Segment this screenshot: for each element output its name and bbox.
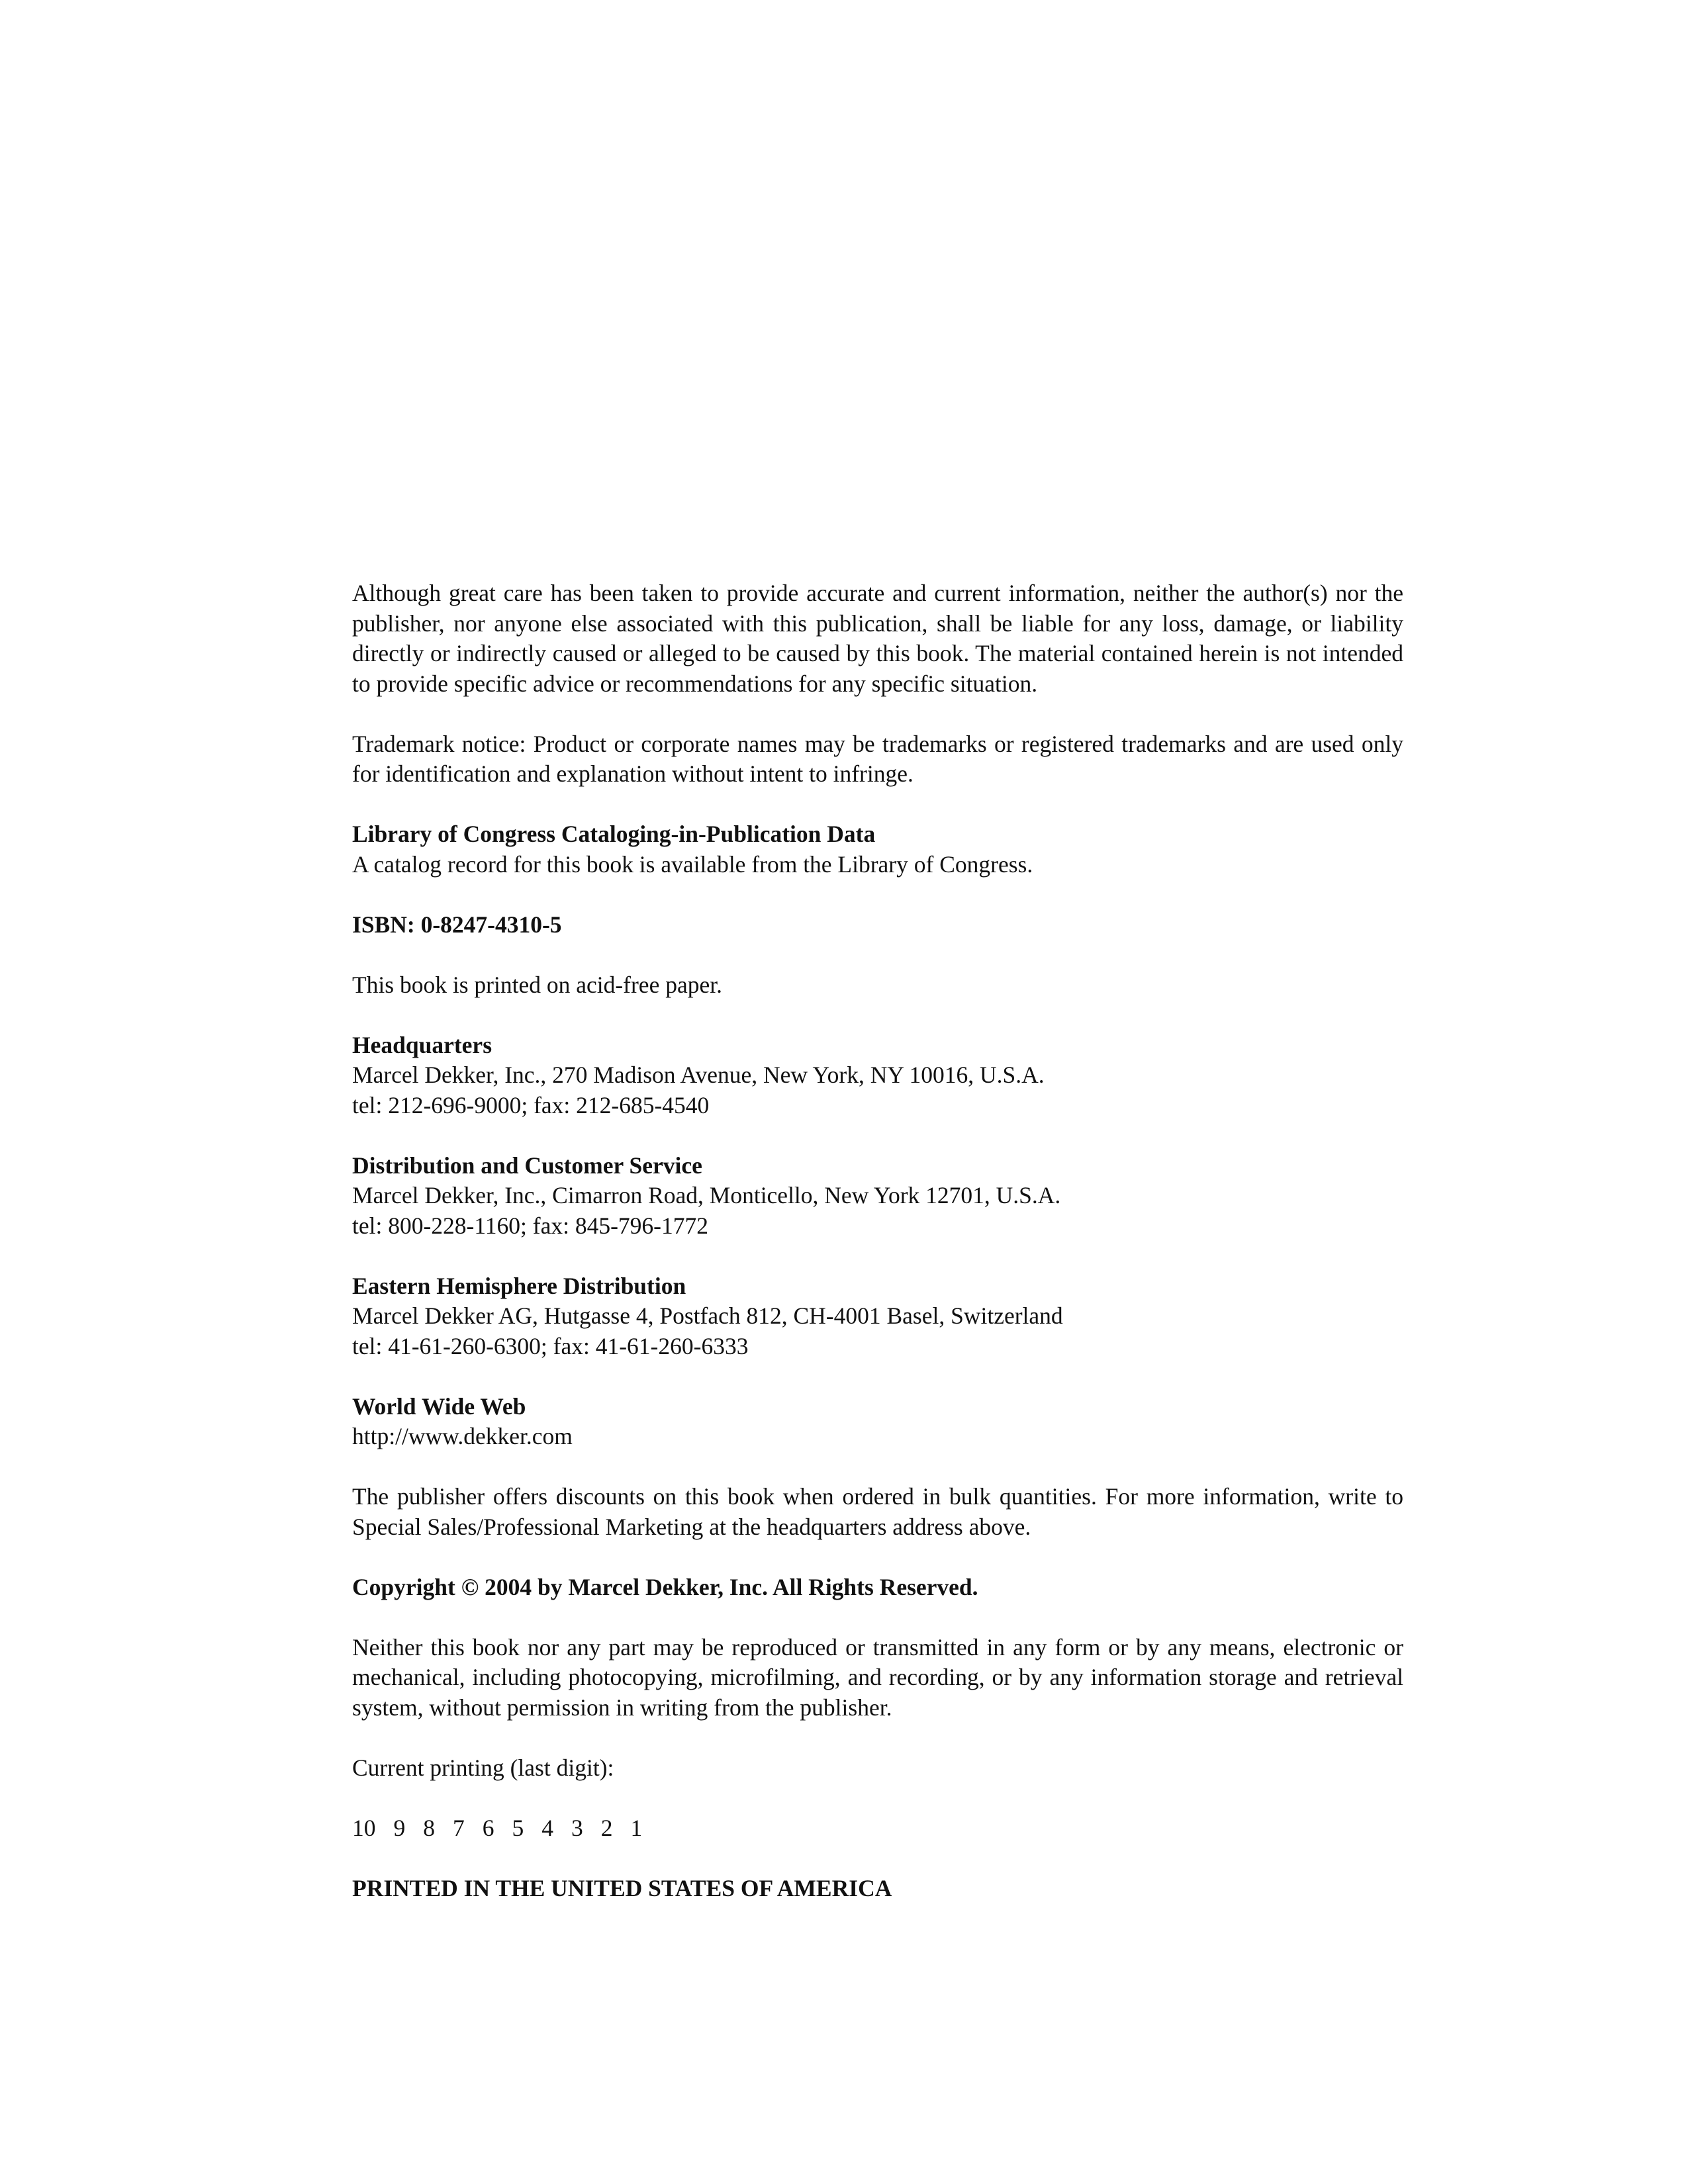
disclaimer-paragraph: Although great care has been taken to provide accurate and current information, neither the author(s) nor the publisher, nor anyone else associated with this publication, shall be liable for any loss, damage, or liability directly or indirectly caused or alleged to be caused by this book. The material contained herein is not intended to provide specific advice or recommendations for any specific situation. xyxy=(352,580,1403,697)
printing-digit: 9 xyxy=(393,1814,406,1841)
printed-in-notice: PRINTED IN THE UNITED STATES OF AMERICA xyxy=(352,1874,892,1901)
printing-digit: 8 xyxy=(423,1814,435,1841)
copyright-line: Copyright © 2004 by Marcel Dekker, Inc. All Rights Reserved. xyxy=(352,1573,978,1600)
eastern-distribution-heading: Eastern Hemisphere Distribution xyxy=(352,1272,686,1299)
web-section xyxy=(352,1392,1403,1452)
eastern-distribution-contact: tel: 41-61-260-6300; fax: 41-61-260-6333 xyxy=(352,1332,749,1359)
headquarters-section xyxy=(352,1030,1403,1121)
distribution-heading: Distribution and Customer Service xyxy=(352,1152,702,1179)
cip-section xyxy=(352,819,1403,880)
acid-free-note: This book is printed on acid-free paper. xyxy=(352,971,722,998)
printing-digit: 5 xyxy=(512,1814,524,1841)
printing-digit: 6 xyxy=(482,1814,494,1841)
headquarters-contact: tel: 212-696-9000; fax: 212-685-4540 xyxy=(352,1091,710,1118)
printing-digit: 7 xyxy=(453,1814,465,1841)
cip-heading: Library of Congress Cataloging-in-Publication Data xyxy=(352,821,876,847)
trademark-notice: Trademark notice: Product or corporate names may be trademarks or registered trademarks and are used only for identification and explanation without intent to infringe. xyxy=(352,730,1403,787)
eastern-distribution-section xyxy=(352,1271,1403,1362)
printing-digit: 3 xyxy=(571,1814,583,1841)
copyright-page xyxy=(352,578,1403,1903)
eastern-distribution-address: Marcel Dekker AG, Hutgasse 4, Postfach 812, CH-4001 Basel, Switzerland xyxy=(352,1302,1063,1329)
headquarters-address: Marcel Dekker, Inc., 270 Madison Avenue, New York, NY 10016, U.S.A. xyxy=(352,1062,1045,1088)
isbn: ISBN: 0-8247-4310-5 xyxy=(352,911,562,938)
web-heading: World Wide Web xyxy=(352,1392,526,1420)
headquarters-heading: Headquarters xyxy=(352,1031,492,1058)
printing-number-line xyxy=(352,1813,1403,1844)
printing-digit: 1 xyxy=(630,1814,643,1841)
rights-paragraph: Neither this book nor any part may be reproduced or transmitted in any form or by any means, electronic or mechanical, including photocopying, microfilming, and recording, or by any information storage and retrieval system, without permission in writing from the publisher. xyxy=(352,1633,1403,1721)
current-printing-label: Current printing (last digit): xyxy=(352,1754,614,1781)
bulk-sales-paragraph: The publisher offers discounts on this book when ordered in bulk quantities. For more information, write to Special Sales/Professional Marketing at the headquarters address above. xyxy=(352,1483,1403,1540)
printing-digit: 10 xyxy=(352,1814,376,1841)
web-url-link[interactable]: http://www.dekker.com xyxy=(352,1423,573,1449)
printing-digit: 4 xyxy=(541,1814,553,1841)
printing-digit: 2 xyxy=(600,1814,613,1841)
distribution-section xyxy=(352,1151,1403,1242)
distribution-address: Marcel Dekker, Inc., Cimarron Road, Monticello, New York 12701, U.S.A. xyxy=(352,1182,1061,1208)
distribution-contact: tel: 800-228-1160; fax: 845-796-1772 xyxy=(352,1212,708,1239)
cip-text: A catalog record for this book is available from the Library of Congress. xyxy=(352,850,1033,878)
